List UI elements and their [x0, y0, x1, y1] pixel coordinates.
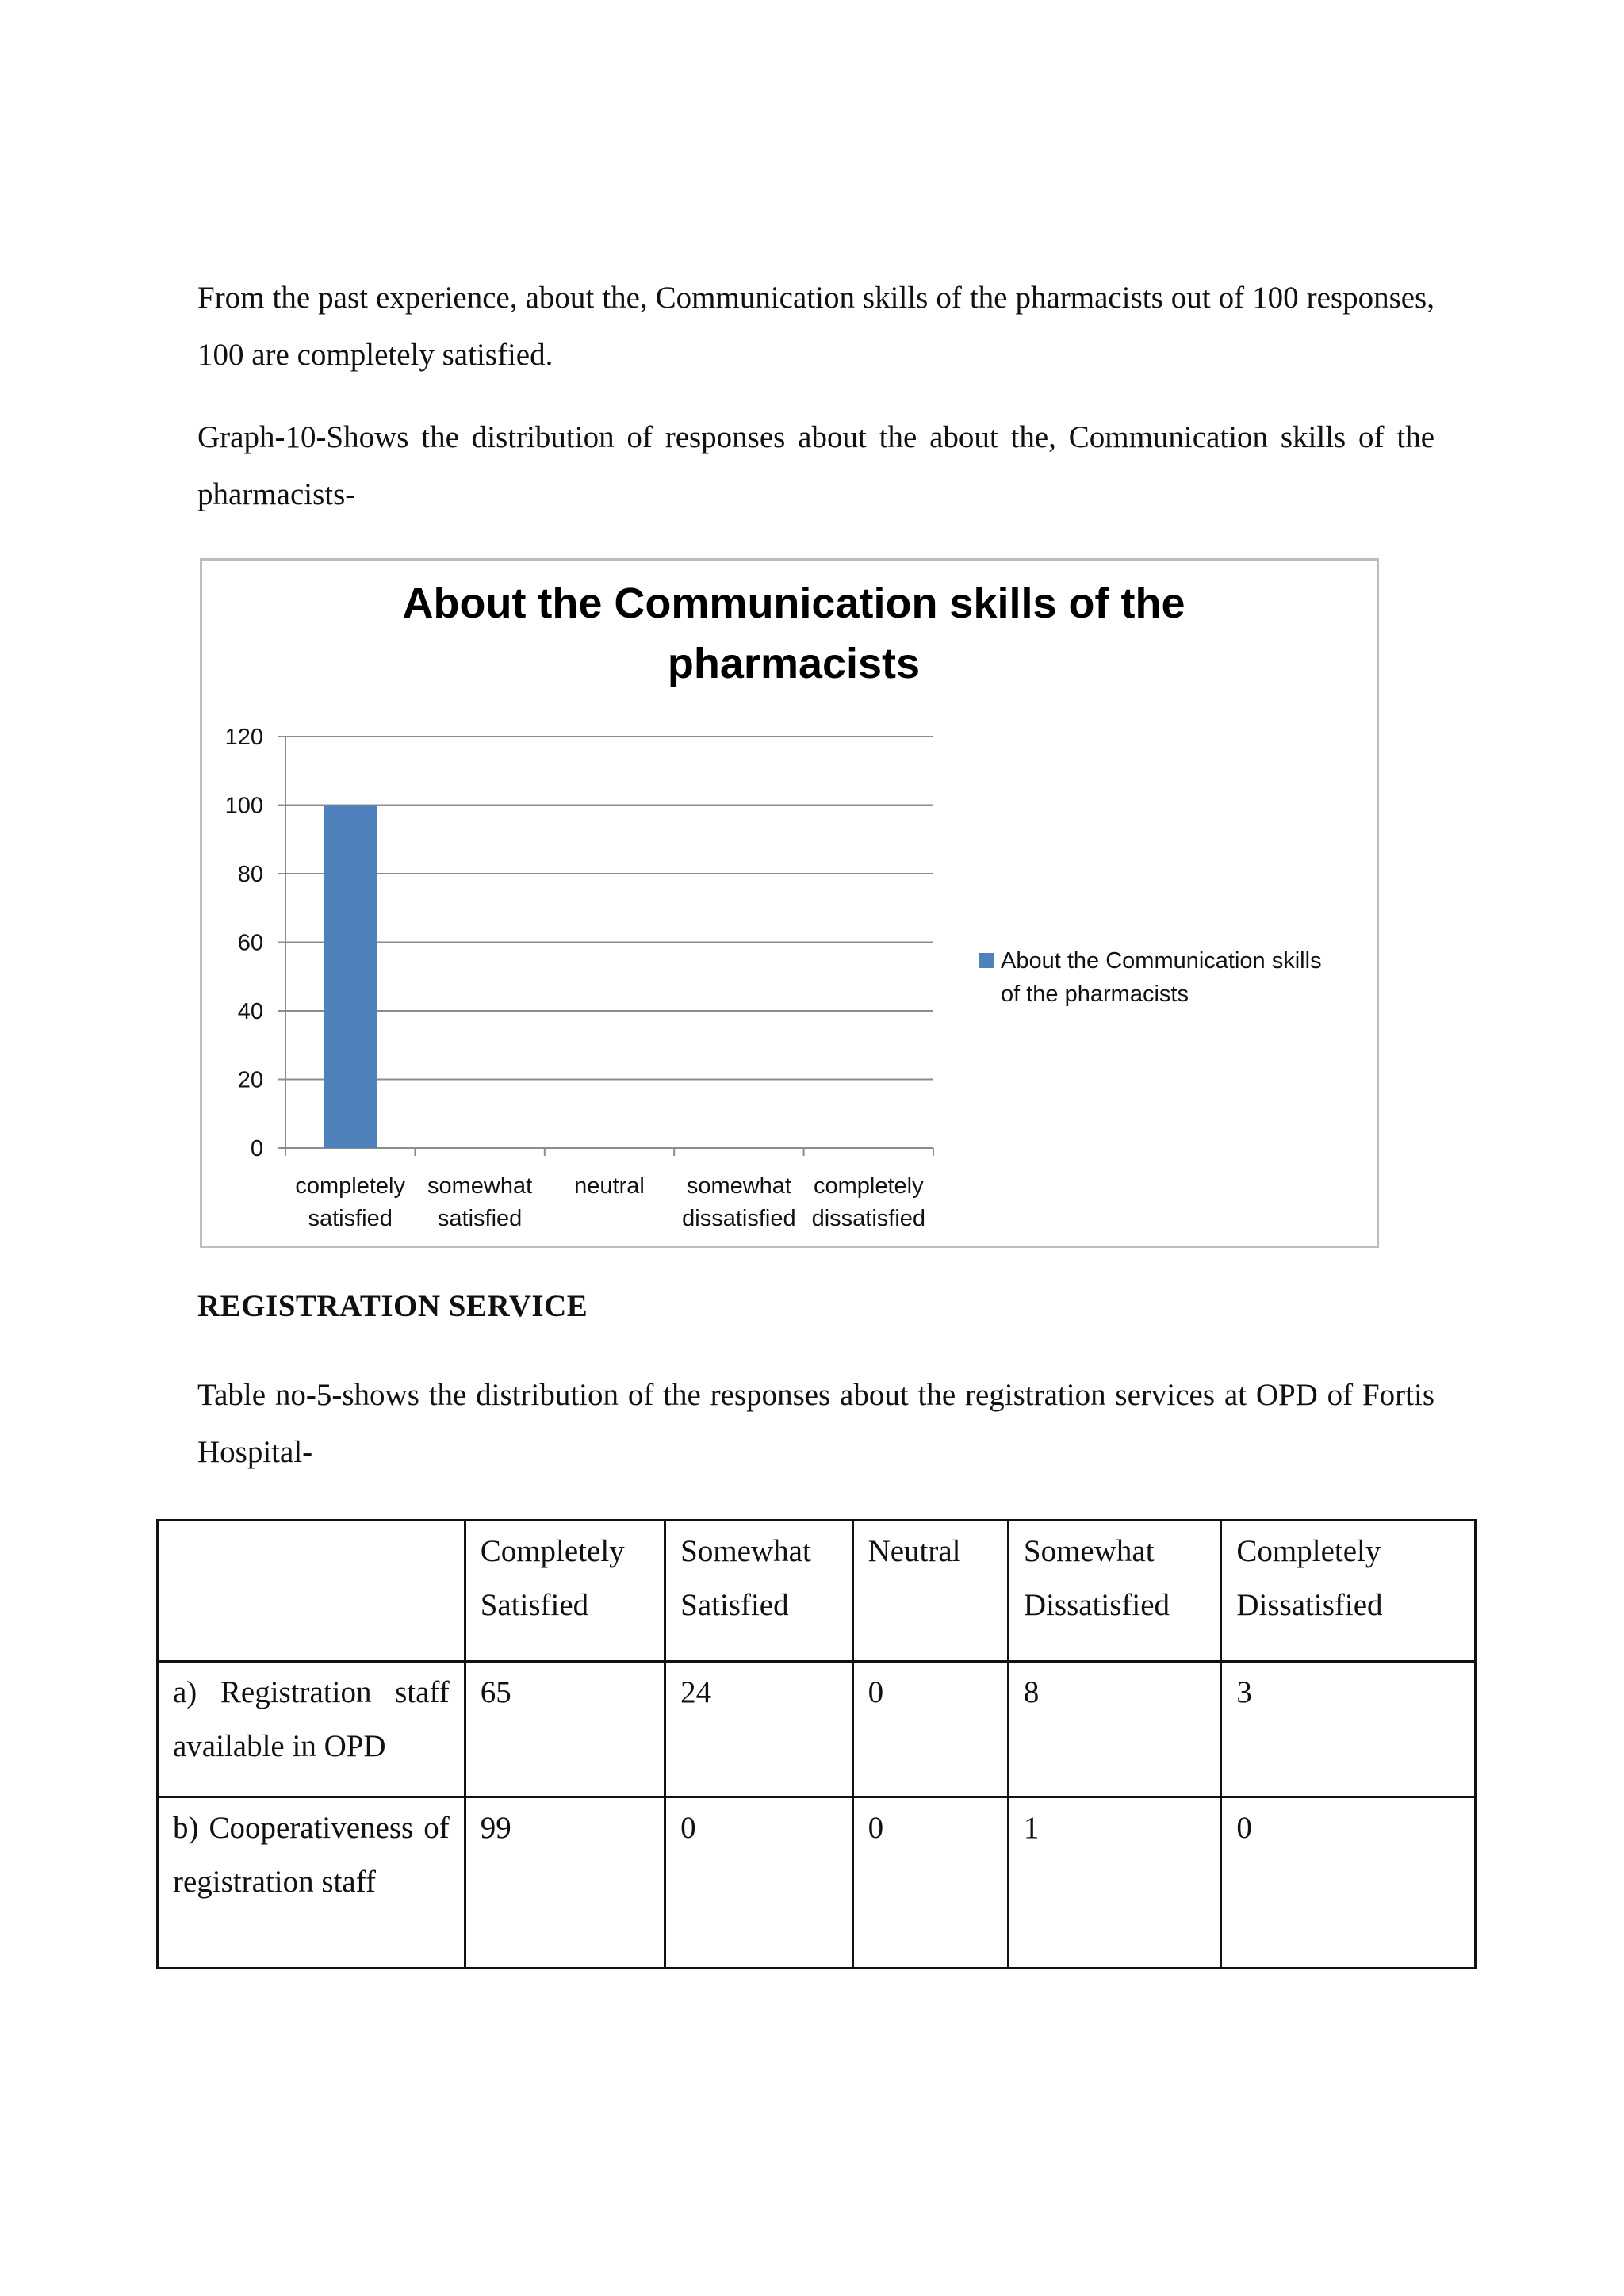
table-cell: 8: [1008, 1662, 1220, 1797]
x-tick-label: neutral: [574, 1173, 645, 1199]
x-tick-label: somewhat: [427, 1173, 533, 1199]
table-cell: 0: [852, 1662, 1008, 1797]
y-tick-label: 40: [237, 999, 263, 1024]
graph-caption: Graph-10-Shows the distribution of responses about the about the, Communication skills of the pharmacists-: [197, 420, 1434, 511]
intro-paragraph: From the past experience, about the, Communication skills of the pharmacists out of 100 responses, 100 are completely satisfied.: [197, 281, 1434, 372]
y-tick-label: 120: [224, 725, 263, 750]
chart-title-line-2: pharmacists: [667, 640, 921, 687]
y-tick-label: 80: [237, 862, 263, 887]
legend: [979, 948, 1322, 1007]
y-tick-labels: [225, 725, 263, 1161]
table-row-label: a) Registration staff available in OPD: [158, 1662, 465, 1797]
table-header-cell: Completely Satisfied: [465, 1521, 665, 1662]
legend-label: of the pharmacists: [1001, 982, 1189, 1007]
x-tick-label: dissatisfied: [811, 1206, 926, 1231]
gridlines: [285, 737, 933, 1080]
table-cell: 65: [465, 1662, 665, 1797]
table-cell: 99: [465, 1797, 665, 1968]
table-header-cell: [158, 1521, 465, 1662]
bar-chart: [202, 561, 1377, 1246]
chart-container: [200, 558, 1379, 1248]
x-tick-label: completely: [813, 1173, 924, 1199]
x-tick-label: satisfied: [437, 1206, 523, 1231]
legend-swatch: [979, 953, 994, 968]
table-cell: 1: [1008, 1797, 1220, 1968]
registration-services-table: [156, 1519, 1477, 1969]
bars: [324, 806, 377, 1149]
table-header-cell: Somewhat Dissatisfied: [1008, 1521, 1220, 1662]
table-cell: 0: [1221, 1797, 1476, 1968]
table-header-row: [158, 1521, 1476, 1662]
section-heading: REGISTRATION SERVICE: [197, 1289, 588, 1323]
x-tick-label: somewhat: [686, 1173, 791, 1199]
table-cell: 0: [852, 1797, 1008, 1968]
chart-title-line-1: About the Communication skills of the: [402, 580, 1185, 627]
y-tick-label: 20: [237, 1067, 263, 1093]
table-row: [158, 1662, 1476, 1797]
table-cell: 0: [665, 1797, 852, 1968]
y-tick-label: 60: [237, 930, 263, 956]
table-row: [158, 1797, 1476, 1968]
table-header-cell: Somewhat Satisfied: [665, 1521, 852, 1662]
table-row-label: b) Cooperativeness of registration staff: [158, 1797, 465, 1968]
x-tick-label: dissatisfied: [682, 1206, 796, 1231]
table-header-cell: Neutral: [852, 1521, 1008, 1662]
y-tick-label: 0: [250, 1136, 263, 1161]
x-tick-labels: [295, 1173, 925, 1231]
y-tick-label: 100: [224, 793, 263, 819]
table-cell: 24: [665, 1662, 852, 1797]
table-caption: Table no-5-shows the distribution of the responses about the registration services at OPD of Fortis Hospital-: [197, 1378, 1434, 1469]
x-tick-label: completely: [295, 1173, 406, 1199]
table-cell: 3: [1221, 1662, 1476, 1797]
x-tick-label: satisfied: [308, 1206, 393, 1231]
table-header-cell: Completely Dissatisfied: [1221, 1521, 1476, 1662]
bar-0: [324, 806, 377, 1149]
legend-label: About the Communication skills: [1001, 948, 1322, 974]
